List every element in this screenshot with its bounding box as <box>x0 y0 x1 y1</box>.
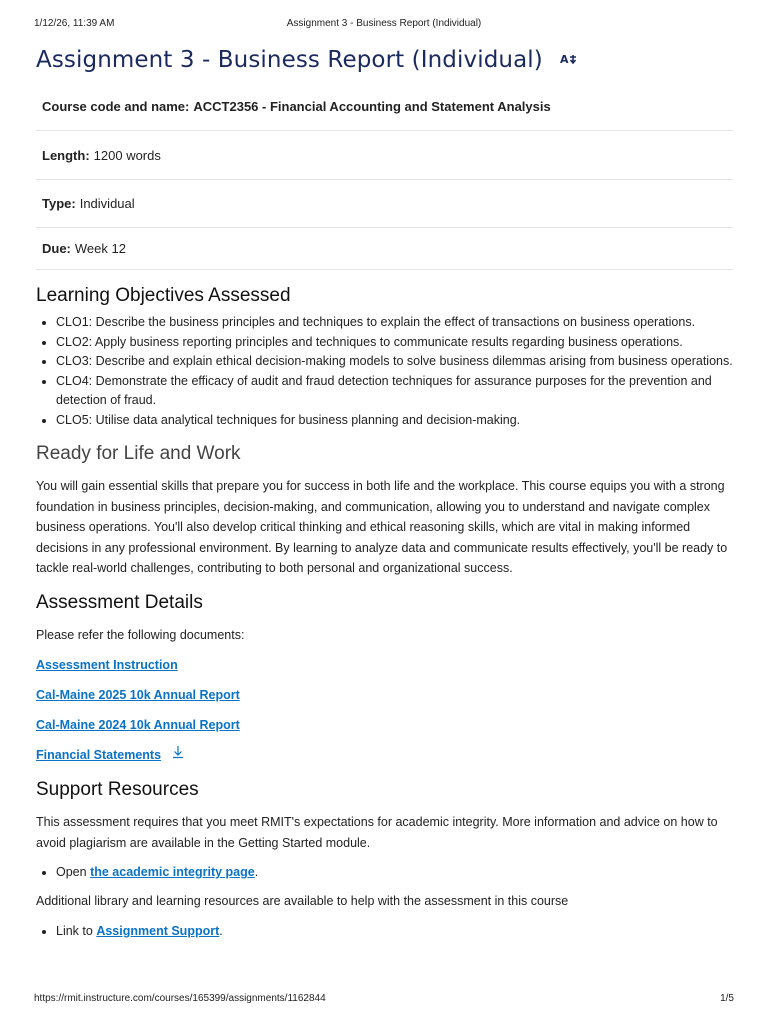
academic-integrity-link[interactable]: the academic integrity page <box>90 865 255 879</box>
print-datetime: 1/12/26, 11:39 AM <box>34 18 115 29</box>
link-row <box>36 684 733 705</box>
link-row <box>36 714 733 735</box>
page-title-row <box>36 40 733 82</box>
objectives-heading: Learning Objectives Assessed <box>36 285 291 306</box>
text-translate-icon[interactable] <box>560 39 578 79</box>
print-header <box>34 18 734 32</box>
svg-text:A: A <box>560 52 569 66</box>
report-2024-link[interactable]: Cal-Maine 2024 10k Annual Report <box>36 718 240 732</box>
type-value: Individual <box>79 196 135 211</box>
list-item <box>56 921 733 941</box>
type-row <box>36 180 733 228</box>
course-label: Course code and name: <box>42 98 190 114</box>
assessment-instruction-link[interactable]: Assessment Instruction <box>36 658 178 672</box>
integrity-list <box>36 862 733 882</box>
due-value: Week 12 <box>74 241 126 256</box>
link-row <box>36 654 733 675</box>
period: . <box>254 865 259 879</box>
list-item <box>56 862 733 882</box>
assessment-heading: Assessment Details <box>36 591 203 613</box>
list-item: • CLO1: Describe the business principles and techniques to explain the effect of transactions on business operations. <box>56 313 733 333</box>
assignment-content <box>36 40 733 941</box>
list-item: • CLO3: Describe and explain ethical decision-making models to solve business dilemmas arising from business operations. <box>56 352 733 372</box>
support-list <box>36 921 733 941</box>
link-row <box>36 744 733 765</box>
print-footer <box>34 993 734 1007</box>
length-value: 1200 words <box>93 147 161 163</box>
assessment-intro: Please refer the following documents: <box>36 627 245 642</box>
due-label: Due: <box>42 241 71 256</box>
course-value: ACCT2356 - Financial Accounting and Statement Analysis <box>193 98 551 114</box>
financial-statements-link[interactable]: Financial Statements <box>36 748 162 762</box>
report-2025-link[interactable]: Cal-Maine 2025 10k Annual Report <box>36 688 240 702</box>
open-prefix: Open <box>56 865 87 879</box>
length-row <box>36 131 733 180</box>
print-doc-title: Assignment 3 - Business Report (Individual) <box>286 18 482 29</box>
download-icon[interactable] <box>171 744 185 765</box>
ready-body: You will gain essential skills that prepare you for success in both life and the workplace. This course equips you with a strong foundation in business principles, decision-making, and communication, allowing you to understand and navigate complex business operations. You'll also develop critical thinking and ethical reasoning skills, which are vital in making informed decisions in any professional environment. By learning to analyze data and communicate results effectively, you'll be ready to tackle real-world challenges, contributing to both personal and organizational success. <box>36 479 728 575</box>
course-row <box>36 82 733 131</box>
integrity-text: This assessment requires that you meet RMIT's expectations for academic integrity. More information and advice on how to avoid plagiarism are available in the Getting Started module. <box>36 815 718 850</box>
library-text: Additional library and learning resources are available to help with the assessment in this course <box>36 894 569 908</box>
list-item: • CLO2: Apply business reporting principles and techniques to communicate results regarding business operations. <box>56 333 733 353</box>
page-number: 1/5 <box>720 993 734 1004</box>
list-item: • CLO5: Utilise data analytical techniques for business planning and decision-making. <box>56 411 733 431</box>
print-url: https://rmit.instructure.com/courses/165399/assignments/1162844 <box>34 993 326 1004</box>
length-label: Length: <box>42 147 90 163</box>
due-row <box>36 228 733 270</box>
list-item: • CLO4: Demonstrate the efficacy of audit and fraud detection techniques for assurance purposes for the prevention and detection of fraud. <box>56 372 733 411</box>
support-heading: Support Resources <box>36 779 199 800</box>
objectives-list <box>36 313 733 430</box>
type-label: Type: <box>42 196 76 211</box>
assignment-support-link[interactable]: Assignment Support <box>96 923 220 938</box>
period: . <box>219 923 223 938</box>
ready-heading: Ready for Life and Work <box>36 443 241 464</box>
page-title: Assignment 3 - Business Report (Individual) <box>36 47 543 73</box>
link-prefix: Link to <box>56 923 93 938</box>
